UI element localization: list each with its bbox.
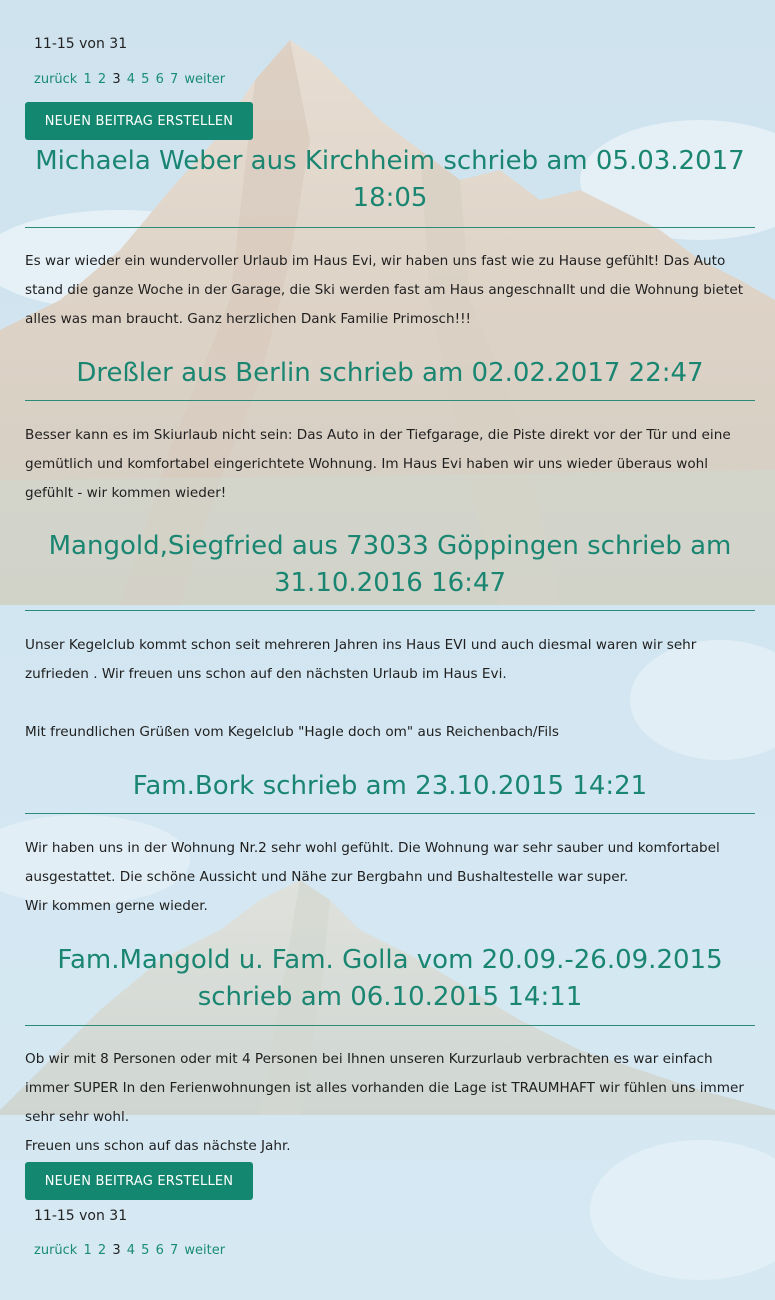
entry-text: Unser Kegelclub kommt schon seit mehreren Jahren ins Haus EVI und auch diesmal waren wir sehr zufrieden . Wir freuen uns schon auf den nächsten Urlaub im Haus Evi. Mit freundlichen Grüßen vom Kegelclub "Hagle doch om" aus Reichenbach/Fils: [25, 637, 697, 740]
pagination-page-7[interactable]: 7: [170, 1243, 179, 1258]
pagination-current-page: 3: [112, 72, 121, 87]
new-post-button-top[interactable]: NEUEN BEITRAG ERSTELLEN: [25, 102, 253, 140]
pagination-prev-link[interactable]: zurück: [34, 72, 78, 87]
result-count-bottom: 11-15 von 31: [34, 1208, 128, 1224]
pagination-page-2[interactable]: 2: [97, 72, 107, 87]
pagination-next-link[interactable]: weiter: [184, 72, 226, 87]
pagination-current-page: 3: [112, 1243, 121, 1258]
entry-divider: [25, 227, 755, 228]
entry-divider: [25, 400, 755, 401]
pagination-page-4[interactable]: 4: [126, 72, 136, 87]
pagination-page-4[interactable]: 4: [126, 1243, 136, 1258]
entry-text: Wir haben uns in der Wohnung Nr.2 sehr wohl gefühlt. Die Wohnung war sehr sauber und komfortabel ausgestattet. Die schöne Aussicht und Nähe zur Bergbahn und Bushaltestelle war super. Wir kommen gerne wieder.: [25, 840, 720, 914]
entry-title: Mangold,Siegfried aus 73033 Göppingen schrieb am 31.10.2016 16:47: [48, 531, 732, 598]
entry-title: Michaela Weber aus Kirchheim schrieb am 05.03.2017 18:05: [35, 146, 745, 213]
entry-divider: [25, 1025, 755, 1026]
pagination-top: [34, 72, 227, 87]
entry-title: Fam.Bork schrieb am 23.10.2015 14:21: [132, 771, 648, 801]
result-count: 11-15 von 31: [34, 36, 128, 52]
pagination-page-1[interactable]: 1: [83, 1243, 92, 1258]
pagination-page-5[interactable]: 5: [141, 1243, 150, 1258]
entry-title: Dreßler aus Berlin schrieb am 02.02.2017 22:47: [76, 358, 704, 388]
entry-divider: [25, 813, 755, 814]
pagination-page-6[interactable]: 6: [155, 72, 164, 87]
pagination-page-2[interactable]: 2: [97, 1243, 107, 1258]
entry-text: Es war wieder ein wundervoller Urlaub im Haus Evi, wir haben uns fast wie zu Hause gefühlt! Das Auto stand die ganze Woche in der Garage, die Ski werden fast am Haus angeschnallt und die Wohnung bietet alles was man braucht. Ganz herzlichen Dank Familie Primosch!!!: [25, 253, 744, 327]
pagination-bottom: [34, 1243, 227, 1258]
pagination-page-7[interactable]: 7: [170, 72, 179, 87]
pagination-next-link[interactable]: weiter: [184, 1243, 226, 1258]
new-post-button-bottom[interactable]: NEUEN BEITRAG ERSTELLEN: [25, 1162, 253, 1200]
pagination-page-1[interactable]: 1: [83, 72, 92, 87]
pagination-prev-link[interactable]: zurück: [34, 1243, 78, 1258]
entry-text: Ob wir mit 8 Personen oder mit 4 Personen bei Ihnen unseren Kurzurlaub verbrachten es war einfach immer SUPER In den Ferienwohnungen ist alles vorhanden die Lage ist TRAUMHAFT wir fühlen uns immer sehr sehr wohl. Freuen uns schon auf das nächste Jahr.: [25, 1051, 744, 1154]
entry-text: Besser kann es im Skiurlaub nicht sein: Das Auto in der Tiefgarage, die Piste direkt vor der Tür und eine gemütlich und komfortabel eingerichtete Wohnung. Im Haus Evi haben wir uns wieder überaus wohl gefühlt - wir kommen wieder!: [25, 427, 731, 501]
pagination-page-6[interactable]: 6: [155, 1243, 164, 1258]
entry-divider: [25, 610, 755, 611]
entry-title: Fam.Mangold u. Fam. Golla vom 20.09.-26.09.2015 schrieb am 06.10.2015 14:11: [57, 945, 723, 1012]
pagination-page-5[interactable]: 5: [141, 72, 150, 87]
